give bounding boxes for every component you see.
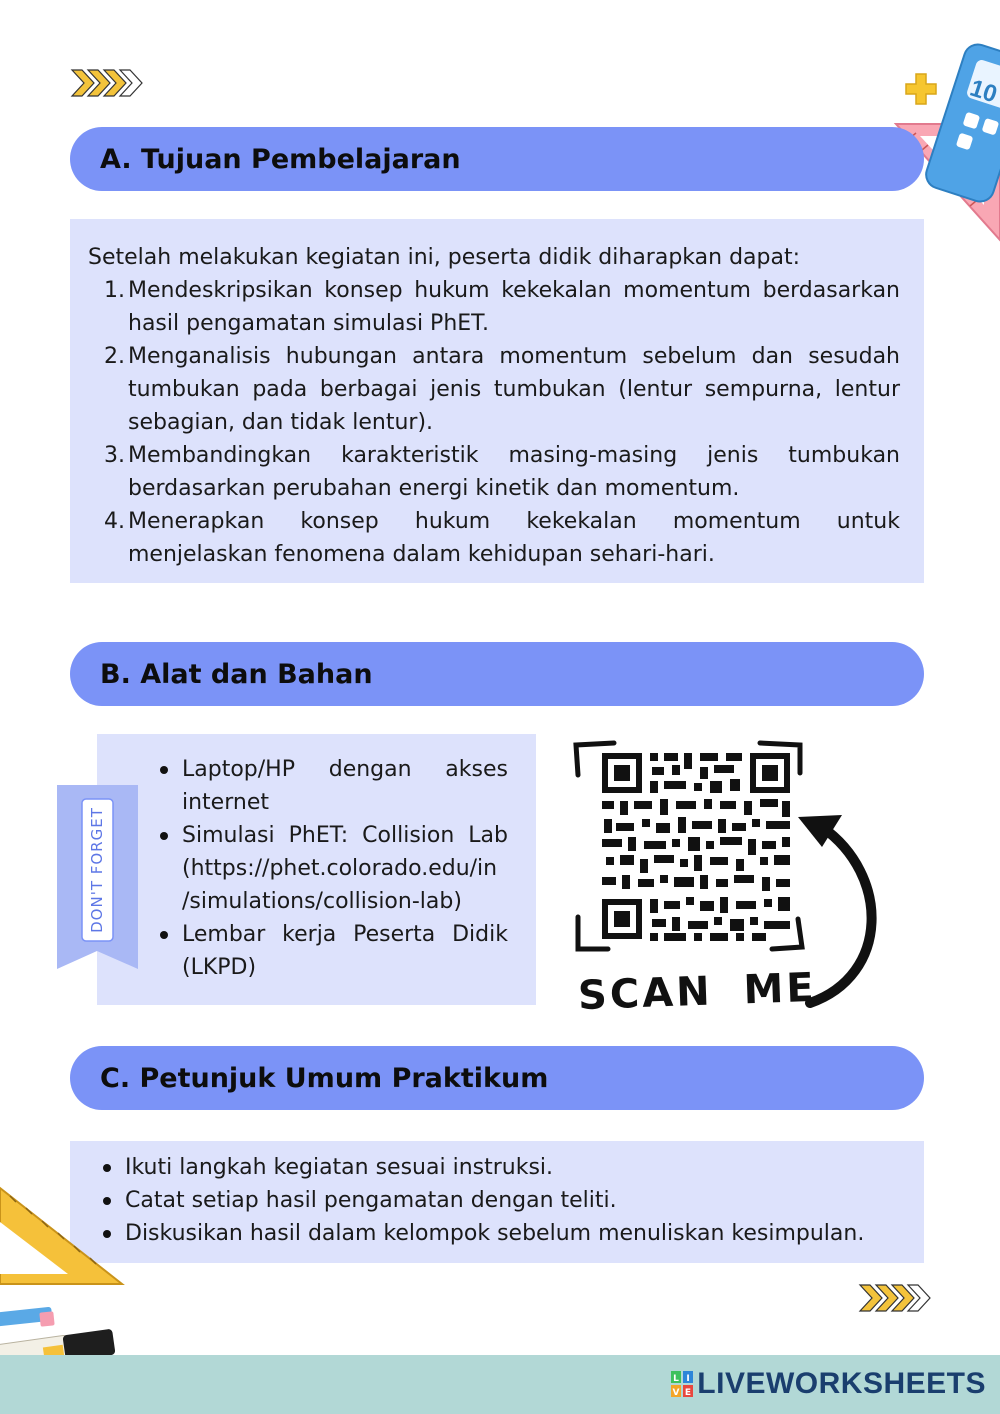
section-a-intro: Setelah melakukan kegiatan ini, peserta didik diharapkan dapat:	[88, 245, 801, 270]
logo-letter: V	[672, 1388, 680, 1397]
item-number: 3.	[104, 443, 125, 468]
section-a-title: A. Tujuan Pembelajaran	[100, 143, 461, 175]
qr-code-icon	[602, 753, 790, 941]
section-b-title: B. Alat dan Bahan	[100, 658, 373, 690]
section-b-header	[70, 642, 924, 706]
chevrons-bottom-decoration	[858, 1281, 932, 1315]
liveworksheets-logo-icon	[671, 1371, 693, 1397]
item-number: 1.	[104, 278, 125, 303]
qr-caption: SCAN ME	[577, 964, 818, 1020]
logo-letter: L	[673, 1374, 680, 1384]
list-item: Diskusikan hasil dalam kelompok sebelum menuliskan kesimpulan.	[95, 1217, 915, 1250]
section-c-header	[70, 1046, 924, 1110]
item-text: Mendeskripsikan konsep hukum kekekalan momentum berdasarkan hasil pengamatan simulasi PhET.	[128, 278, 900, 336]
section-a-header	[70, 127, 924, 191]
calculator-display-text: 10	[966, 74, 1000, 109]
list-item	[88, 505, 900, 571]
liveworksheets-brand[interactable]	[671, 1367, 986, 1401]
qr-code-block[interactable]	[560, 735, 890, 1020]
list-item: Ikuti langkah kegiatan sesuai instruksi.	[95, 1151, 915, 1184]
list-item	[88, 340, 900, 439]
learning-objectives-list	[88, 274, 900, 571]
list-item: Catat setiap hasil pengamatan dengan teliti.	[95, 1184, 915, 1217]
list-item: Simulasi PhET: Collision Lab (https://phet.colorado.edu/in /simulations/collision-lab)	[152, 819, 508, 918]
stationery-decoration	[0, 1180, 130, 1380]
dont-forget-ribbon	[57, 785, 138, 969]
ribbon-text: DON'T FORGET	[88, 807, 106, 933]
list-item	[88, 439, 900, 505]
logo-letter: I	[686, 1374, 690, 1384]
section-c-title: C. Petunjuk Umum Praktikum	[100, 1062, 549, 1094]
brand-name: LIVEWORKSHEETS	[697, 1367, 986, 1400]
list-item: Laptop/HP dengan akses internet	[152, 753, 508, 819]
tools-materials-list	[152, 753, 508, 984]
item-text: Menganalisis hubungan antara momentum sebelum dan sesudah tumbukan pada berbagai jenis tumbukan (lentur sempurna, lentur sebagian, dan tidak lentur).	[128, 344, 900, 435]
list-item: Lembar kerja Peserta Didik (LKPD)	[152, 918, 508, 984]
list-item	[88, 274, 900, 340]
item-number: 4.	[104, 509, 125, 534]
chevrons-top-decoration	[70, 66, 144, 100]
logo-letter: E	[685, 1388, 692, 1397]
item-text: Membandingkan karakteristik masing-masing jenis tumbukan berdasarkan perubahan energi kinetik dan momentum.	[128, 443, 900, 501]
item-text: Menerapkan konsep hukum kekekalan momentum untuk menjelaskan fenomena dalam kehidupan sehari-hari.	[128, 509, 900, 567]
footer-bar	[0, 1355, 1000, 1414]
item-number: 2.	[104, 344, 125, 369]
practicum-instructions-list	[95, 1151, 915, 1250]
